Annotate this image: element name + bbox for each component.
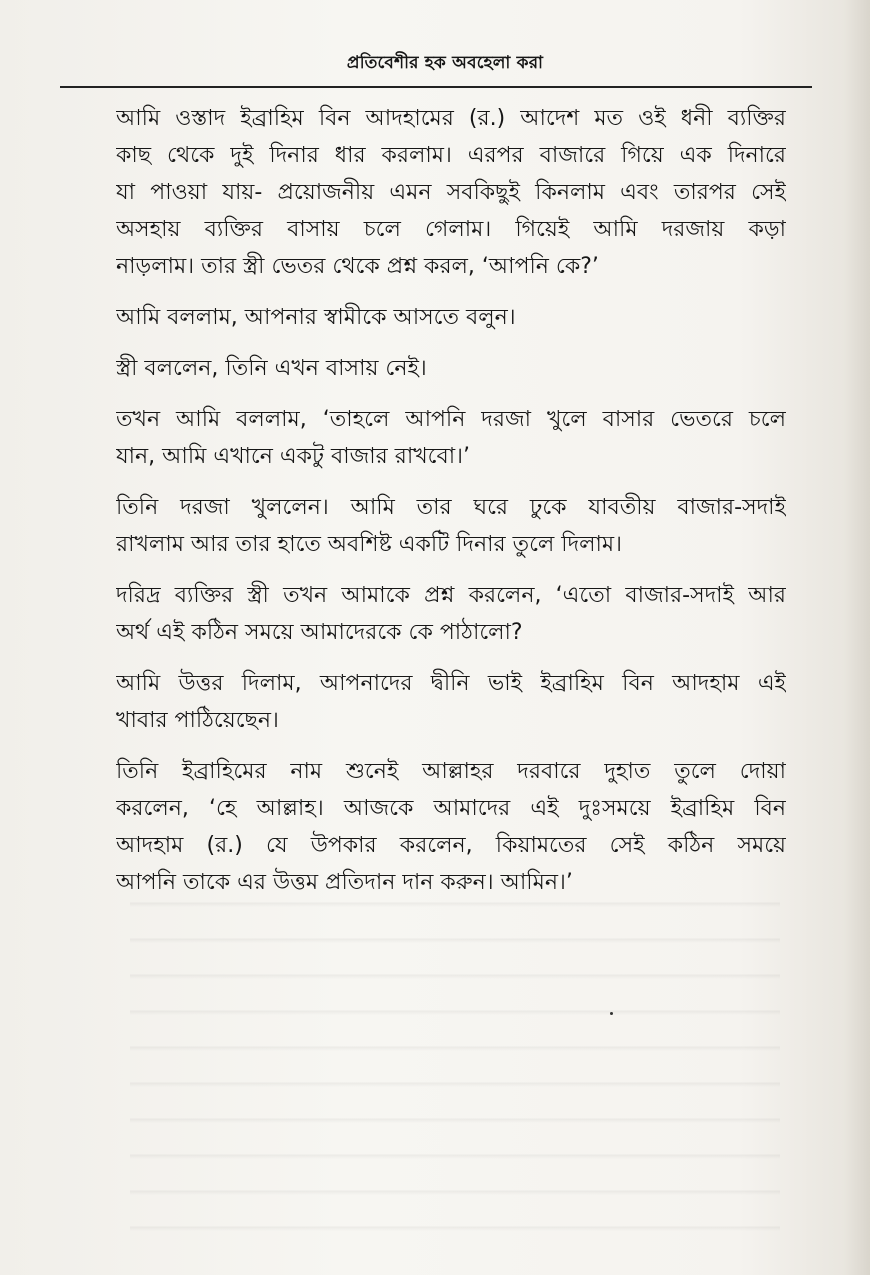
text-line: নাড়লাম। তার স্ত্রী ভেতর থেকে প্রশ্ন করল, ‘আপনি কে?’: [116, 254, 599, 279]
paragraph-4: [116, 401, 786, 475]
text-line: রাখলাম আর তার হাতে অবশিষ্ট একটি দিনার তুলে দিলাম।: [116, 532, 623, 557]
paragraph-8: [116, 753, 786, 901]
header-rule: [60, 86, 812, 88]
text-line: আদহাম (র.) যে উপকার করলেন, কিয়ামতের সেই কঠিন সময়ে: [116, 833, 786, 858]
text-line: তখন আমি বললাম, ‘তাহলে আপনি দরজা খুলে বাসার ভেতরে চলে: [116, 407, 786, 432]
text-line: আমি উত্তর দিলাম, আপনাদের দ্বীনি ভাই ইব্রাহিম বিন আদহাম এই: [116, 671, 786, 696]
paragraph-6: [116, 577, 786, 651]
text-line: যান, আমি এখানে একটু বাজার রাখবো।’: [116, 444, 471, 469]
body-text: [116, 100, 786, 915]
text-line: আমি ওস্তাদ ইব্রাহিম বিন আদহামের (র.) আদেশ মত ওই ধনী ব্যক্তির: [116, 106, 786, 131]
text-line: খাবার পাঠিয়েছেন।: [116, 708, 279, 733]
text-line: তিনি ইব্রাহিমের নাম শুনেই আল্লাহর দরবারে দুহাত তুলে দোয়া: [116, 759, 786, 784]
text-line: দরিদ্র ব্যক্তির স্ত্রী তখন আমাকে প্রশ্ন করলেন, ‘এতো বাজার-সদাই আর: [116, 583, 786, 608]
paragraph-3: [116, 350, 786, 387]
show-through-texture: [130, 880, 780, 1240]
text-line: কাছ থেকে দুই দিনার ধার করলাম। এরপর বাজারে গিয়ে এক দিনারে: [116, 143, 786, 168]
text-line: অর্থ এই কঠিন সময়ে আমাদেরকে কে পাঠালো?: [116, 620, 523, 645]
text-line: আপনি তাকে এর উত্তম প্রতিদান দান করুন। আমিন।’: [116, 870, 573, 895]
text-line: আমি বললাম, আপনার স্বামীকে আসতে বলুন।: [116, 305, 516, 330]
text-line: তিনি দরজা খুললেন। আমি তার ঘরে ঢুকে যাবতীয় বাজার-সদাই: [116, 495, 786, 520]
paragraph-1: [116, 100, 786, 285]
text-line: করলেন, ‘হে আল্লাহ। আজকে আমাদের এই দুঃসময়ে ইব্রাহিম বিন: [116, 796, 786, 821]
paper-speck: [610, 1012, 613, 1015]
paragraph-7: [116, 665, 786, 739]
running-header-title: প্রতিবেশীর হক অবহেলা করা: [346, 53, 544, 73]
text-line: অসহায় ব্যক্তির বাসায় চলে গেলাম। গিয়েই আমি দরজায় কড়া: [116, 217, 786, 242]
paragraph-2: [116, 299, 786, 336]
paragraph-5: [116, 489, 786, 563]
text-line: যা পাওয়া যায়- প্রয়োজনীয় এমন সবকিছুই কিনলাম এবং তারপর সেই: [116, 180, 786, 205]
text-line: স্ত্রী বললেন, তিনি এখন বাসায় নেই।: [116, 356, 427, 381]
